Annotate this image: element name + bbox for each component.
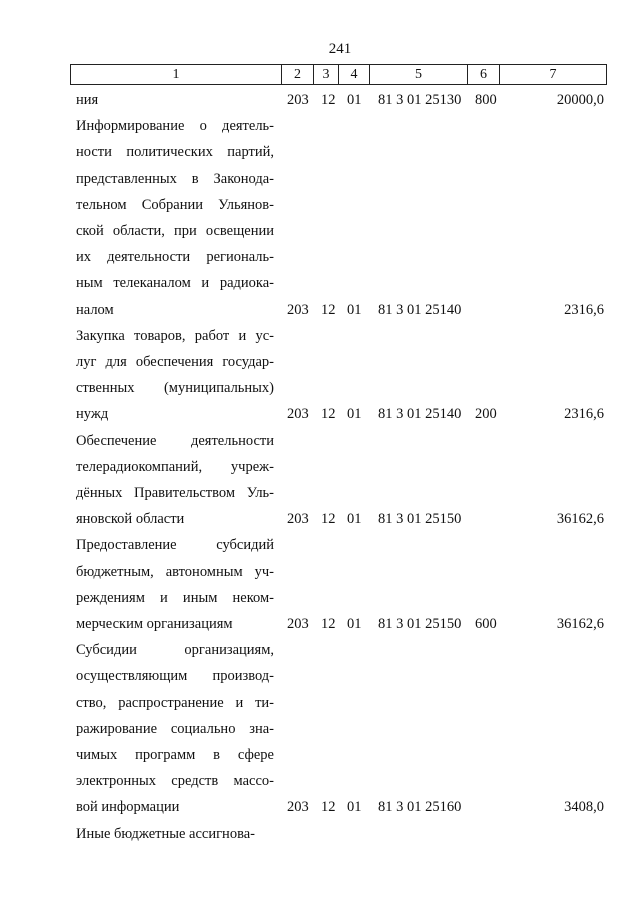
cell-c7: 36162,6 [556,511,604,528]
cell-c7: 3408,0 [564,799,604,816]
description-line: нужд [76,406,109,423]
cell-c2: 203 [287,301,309,318]
description-line: реждениям и иным неком- [76,589,274,606]
cell-c3: 12 [321,301,336,318]
cell-c3: 12 [321,799,336,816]
cell-c3: 12 [321,406,336,423]
description-line: ской области, при освещении [76,222,274,239]
description-line: ным телеканалом и радиока- [76,275,274,292]
row-values [0,611,640,637]
cell-c3: 12 [321,511,336,528]
description-line: Закупка товаров, работ и ус- [76,327,274,344]
row-values [0,87,640,113]
cell-c6: 800 [475,92,497,108]
cell-c2: 203 [287,406,309,423]
cell-c6: 200 [475,406,497,423]
description-line: ния [76,92,99,108]
column-header-4: 4 [339,65,370,85]
row-description [76,113,274,323]
cell-c4: 01 [347,92,362,108]
row-values [0,506,640,532]
column-header-table [70,64,607,85]
cell-c7: 36162,6 [556,615,604,632]
description-line: осуществляющим производ- [76,668,274,685]
cell-c7: 2316,6 [564,406,604,423]
description-line: налом [76,301,114,318]
row-values [0,794,640,820]
description-line: чимых программ в сфере [76,746,274,763]
row-description [76,637,274,820]
description-line: представленных в Законода- [76,170,274,187]
column-header-3: 3 [314,65,339,85]
cell-c5: 81 3 01 25160 [378,799,462,816]
description-line: электронных средств массо- [76,773,274,790]
column-header-6: 6 [468,65,500,85]
cell-c4: 01 [347,615,362,632]
description-line: телерадиокомпаний, учреж- [76,458,274,475]
cell-c4: 01 [347,511,362,528]
cell-c7: 2316,6 [564,301,604,318]
description-line: Обеспечение деятельности [76,432,274,449]
description-line: луг для обеспечения государ- [76,353,274,370]
cell-c4: 01 [347,799,362,816]
cell-c5: 81 3 01 25130 [378,92,462,108]
column-header-5: 5 [370,65,468,85]
cell-c5: 81 3 01 25150 [378,511,462,528]
description-line: ражирование социально зна- [76,720,274,737]
column-header-1: 1 [71,65,282,85]
description-line: Иные бюджетные ассигнова- [76,825,255,842]
description-line: яновской области [76,511,185,528]
cell-c2: 203 [287,511,309,528]
row-values [0,297,640,323]
cell-c4: 01 [347,301,362,318]
column-header-2: 2 [282,65,314,85]
row-values [0,821,640,847]
description-line: Информирование о деятель- [76,118,274,135]
description-line: дённых Правительством Уль- [76,484,274,501]
cell-c6: 600 [475,615,497,632]
description-line: бюджетным, автономным уч- [76,563,274,580]
cell-c7: 20000,0 [556,92,604,108]
cell-c5: 81 3 01 25140 [378,301,462,318]
description-line: Субсидии организациям, [76,642,274,659]
cell-c4: 01 [347,406,362,423]
cell-c5: 81 3 01 25150 [378,615,462,632]
cell-c3: 12 [321,615,336,632]
description-line: вой информации [76,799,180,816]
cell-c2: 203 [287,615,309,632]
column-header-7: 7 [500,65,607,85]
description-line: ственных (муниципальных) [76,380,274,397]
cell-c3: 12 [321,92,336,108]
page-number: 241 [328,41,352,57]
cell-c2: 203 [287,92,309,108]
description-line: ство, распространение и ти- [76,694,274,711]
description-line: их деятельности региональ- [76,249,274,266]
description-line: Предоставление субсидий [76,537,274,554]
cell-c2: 203 [287,799,309,816]
row-values [0,401,640,427]
cell-c5: 81 3 01 25140 [378,406,462,423]
description-line: тельном Собрании Ульянов- [76,196,274,213]
description-line: мерческим организациям [76,615,233,632]
description-line: ности политических партий, [76,144,274,161]
